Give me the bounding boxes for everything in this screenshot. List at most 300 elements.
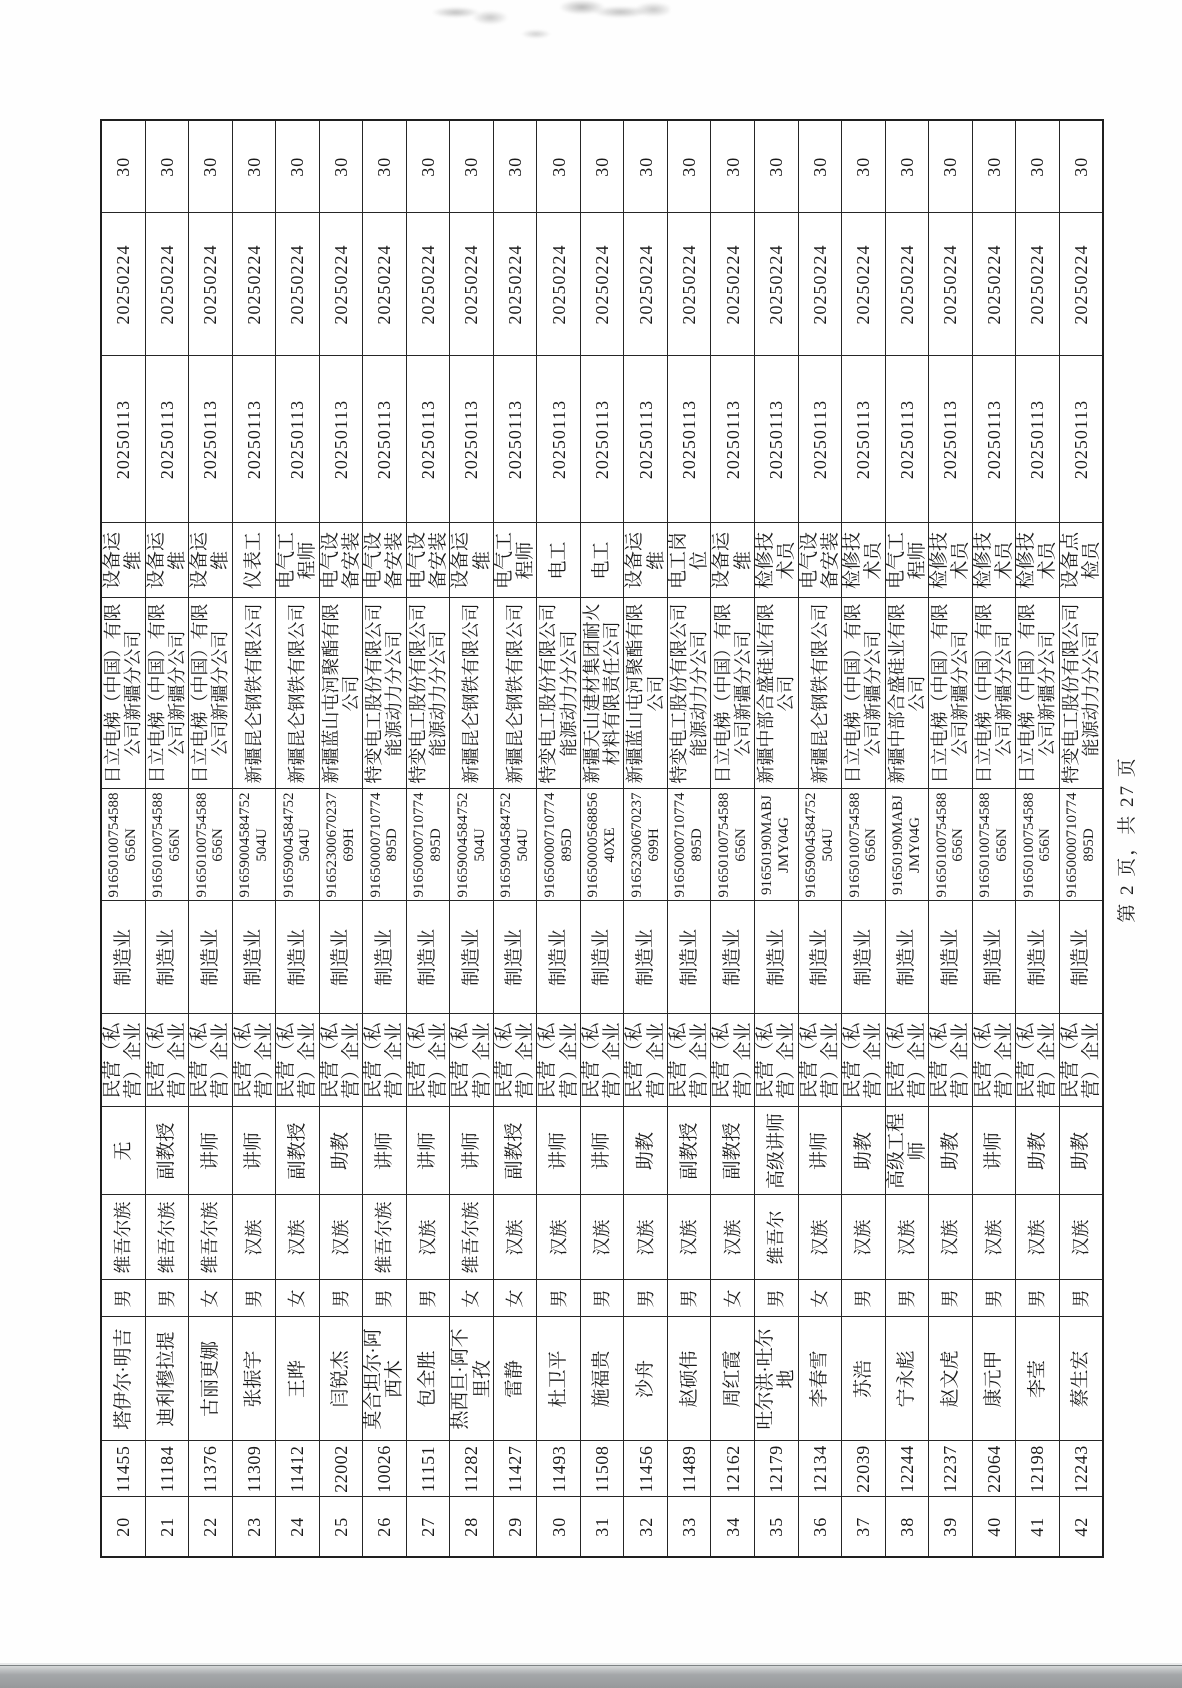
cell-start-date: 20250113: [885, 356, 929, 523]
cell-start-date: 20250113: [406, 356, 450, 523]
cell-credit-code: 91652300670237699H: [624, 789, 668, 901]
cell-seq: 26: [363, 1497, 407, 1557]
cell-company: 日立电梯（中国）有限公司新疆分公司: [972, 598, 1016, 789]
cell-enterprise-type: 民营（私营）企业: [319, 1014, 363, 1107]
cell-name: 施福贵: [580, 1317, 624, 1441]
cell-hours: 30: [929, 120, 973, 213]
cell-gender: 男: [972, 1280, 1016, 1317]
cell-credit-code: 91650000710774895D: [406, 789, 450, 901]
cell-reg-no: 12179: [754, 1441, 798, 1497]
cell-industry: 制造业: [929, 901, 973, 1014]
cell-end-date: 20250224: [189, 213, 233, 356]
cell-enterprise-type: 民营（私营）企业: [276, 1014, 320, 1107]
cell-hours: 30: [145, 120, 189, 213]
cell-seq: 33: [667, 1497, 711, 1557]
cell-end-date: 20250224: [101, 213, 145, 356]
cell-industry: 制造业: [319, 901, 363, 1014]
cell-company: 特变电工股份有限公司能源动力分公司: [363, 598, 407, 789]
cell-start-date: 20250113: [798, 356, 842, 523]
cell-ethnicity: 汉族: [711, 1195, 755, 1280]
cell-enterprise-type: 民营（私营）企业: [493, 1014, 537, 1107]
table-row: [101, 120, 145, 1557]
cell-credit-code: 91650000710774895D: [667, 789, 711, 901]
cell-end-date: 20250224: [493, 213, 537, 356]
cell-gender: 女: [711, 1280, 755, 1317]
cell-reg-no: 11427: [493, 1441, 537, 1497]
cell-position: 电工: [580, 523, 624, 598]
cell-ethnicity: 汉族: [972, 1195, 1016, 1280]
cell-reg-no: 11282: [450, 1441, 494, 1497]
cell-credit-code: 9165000056885640XE: [580, 789, 624, 901]
cell-ethnicity: 维吾尔族: [189, 1195, 233, 1280]
cell-reg-no: 11493: [537, 1441, 581, 1497]
cell-title: 副教授: [276, 1107, 320, 1195]
cell-reg-no: 11184: [145, 1441, 189, 1497]
cell-name: 杜卫平: [537, 1317, 581, 1441]
cell-credit-code: 91650100754588656N: [842, 789, 886, 901]
cell-start-date: 20250113: [624, 356, 668, 523]
cell-position: 检修技术员: [842, 523, 886, 598]
table-row: [1016, 120, 1060, 1557]
table-row: [798, 120, 842, 1557]
cell-company: 日立电梯（中国）有限公司新疆分公司: [145, 598, 189, 789]
cell-ethnicity: 维吾尔: [754, 1195, 798, 1280]
cell-hours: 30: [406, 120, 450, 213]
cell-credit-code: 91659004584752504U: [798, 789, 842, 901]
cell-ethnicity: 汉族: [667, 1195, 711, 1280]
cell-name: 李春雪: [798, 1317, 842, 1441]
cell-name: 沙舟: [624, 1317, 668, 1441]
table-row: [885, 120, 929, 1557]
cell-industry: 制造业: [189, 901, 233, 1014]
cell-reg-no: 22039: [842, 1441, 886, 1497]
cell-title: 助教: [624, 1107, 668, 1195]
cell-name: 蔡生宏: [1059, 1317, 1103, 1441]
cell-enterprise-type: 民营（私营）企业: [1059, 1014, 1103, 1107]
cell-gender: 男: [754, 1280, 798, 1317]
cell-start-date: 20250113: [363, 356, 407, 523]
cell-industry: 制造业: [624, 901, 668, 1014]
cell-ethnicity: 汉族: [1016, 1195, 1060, 1280]
cell-reg-no: 12134: [798, 1441, 842, 1497]
cell-title: 讲师: [580, 1107, 624, 1195]
cell-credit-code: 91650100754588656N: [1016, 789, 1060, 901]
cell-gender: 男: [624, 1280, 668, 1317]
cell-company: 新疆中部合盛硅业有限公司: [754, 598, 798, 789]
cell-start-date: 20250113: [1016, 356, 1060, 523]
cell-enterprise-type: 民营（私营）企业: [929, 1014, 973, 1107]
cell-hours: 30: [667, 120, 711, 213]
cell-ethnicity: 汉族: [1059, 1195, 1103, 1280]
cell-enterprise-type: 民营（私营）企业: [885, 1014, 929, 1107]
cell-credit-code: 91650190MABJJMY04G: [754, 789, 798, 901]
cell-position: 电气工程师: [493, 523, 537, 598]
cell-enterprise-type: 民营（私营）企业: [667, 1014, 711, 1107]
cell-seq: 24: [276, 1497, 320, 1557]
cell-end-date: 20250224: [754, 213, 798, 356]
cell-position: 设备运维: [711, 523, 755, 598]
cell-company: 日立电梯（中国）有限公司新疆分公司: [1016, 598, 1060, 789]
cell-hours: 30: [232, 120, 276, 213]
cell-enterprise-type: 民营（私营）企业: [145, 1014, 189, 1107]
cell-name: 吐尔洪·吐尔地: [754, 1317, 798, 1441]
cell-industry: 制造业: [754, 901, 798, 1014]
cell-start-date: 20250113: [189, 356, 233, 523]
cell-company: 新疆昆仑钢铁有限公司: [232, 598, 276, 789]
cell-hours: 30: [1016, 120, 1060, 213]
cell-end-date: 20250224: [1059, 213, 1103, 356]
cell-name: 迪利穆拉提: [145, 1317, 189, 1441]
cell-seq: 25: [319, 1497, 363, 1557]
cell-enterprise-type: 民营（私营）企业: [1016, 1014, 1060, 1107]
cell-title: 高级工程师: [885, 1107, 929, 1195]
cell-start-date: 20250113: [145, 356, 189, 523]
cell-industry: 制造业: [406, 901, 450, 1014]
cell-position: 电气设备安装: [363, 523, 407, 598]
cell-industry: 制造业: [972, 901, 1016, 1014]
cell-ethnicity: 维吾尔族: [101, 1195, 145, 1280]
cell-title: 助教: [929, 1107, 973, 1195]
cell-industry: 制造业: [1016, 901, 1060, 1014]
cell-title: 讲师: [537, 1107, 581, 1195]
cell-company: 日立电梯（中国）有限公司新疆分公司: [711, 598, 755, 789]
cell-end-date: 20250224: [711, 213, 755, 356]
cell-gender: 男: [145, 1280, 189, 1317]
cell-name: 宁永彪: [885, 1317, 929, 1441]
cell-position: 检修技术员: [972, 523, 1016, 598]
cell-company: 新疆蓝山屯河聚酯有限公司: [319, 598, 363, 789]
cell-start-date: 20250113: [450, 356, 494, 523]
table-row: [276, 120, 320, 1557]
cell-industry: 制造业: [667, 901, 711, 1014]
cell-company: 日立电梯（中国）有限公司新疆分公司: [929, 598, 973, 789]
cell-seq: 41: [1016, 1497, 1060, 1557]
cell-position: 电工: [537, 523, 581, 598]
cell-start-date: 20250113: [101, 356, 145, 523]
table-row: [406, 120, 450, 1557]
cell-title: 高级讲师: [754, 1107, 798, 1195]
cell-credit-code: 91650100754588656N: [972, 789, 1016, 901]
cell-ethnicity: 汉族: [276, 1195, 320, 1280]
cell-gender: 女: [276, 1280, 320, 1317]
cell-title: 讲师: [189, 1107, 233, 1195]
table-row: [929, 120, 973, 1557]
cell-enterprise-type: 民营（私营）企业: [232, 1014, 276, 1107]
cell-end-date: 20250224: [363, 213, 407, 356]
training-roster-table: [100, 119, 1104, 1558]
table-row: [145, 120, 189, 1557]
cell-enterprise-type: 民营（私营）企业: [972, 1014, 1016, 1107]
cell-position: 电工岗位: [667, 523, 711, 598]
cell-name: 莫合坦尔·阿西木: [363, 1317, 407, 1441]
cell-hours: 30: [363, 120, 407, 213]
cell-position: 检修技术员: [754, 523, 798, 598]
cell-industry: 制造业: [711, 901, 755, 1014]
cell-position: 检修技术员: [929, 523, 973, 598]
cell-credit-code: 91650190MABJJMY04G: [885, 789, 929, 901]
cell-reg-no: 12237: [929, 1441, 973, 1497]
cell-hours: 30: [842, 120, 886, 213]
table-row: [319, 120, 363, 1557]
cell-gender: 男: [885, 1280, 929, 1317]
table-row: [842, 120, 886, 1557]
cell-enterprise-type: 民营（私营）企业: [711, 1014, 755, 1107]
cell-ethnicity: 汉族: [798, 1195, 842, 1280]
cell-company: 特变电工股份有限公司能源动力分公司: [537, 598, 581, 789]
table-row: [711, 120, 755, 1557]
scan-edge-shadow: [0, 1665, 1182, 1688]
cell-credit-code: 91650000710774895D: [363, 789, 407, 901]
cell-end-date: 20250224: [667, 213, 711, 356]
cell-hours: 30: [537, 120, 581, 213]
cell-reg-no: 11489: [667, 1441, 711, 1497]
cell-industry: 制造业: [537, 901, 581, 1014]
cell-gender: 女: [450, 1280, 494, 1317]
table-row: [754, 120, 798, 1557]
cell-company: 特变电工股份有限公司能源动力分公司: [1059, 598, 1103, 789]
cell-reg-no: 10026: [363, 1441, 407, 1497]
cell-end-date: 20250224: [145, 213, 189, 356]
cell-position: 检修技术员: [1016, 523, 1060, 598]
cell-end-date: 20250224: [624, 213, 668, 356]
cell-title: 副教授: [145, 1107, 189, 1195]
cell-name: 张振宇: [232, 1317, 276, 1441]
cell-start-date: 20250113: [276, 356, 320, 523]
cell-name: 塔伊尔·明吉: [101, 1317, 145, 1441]
cell-seq: 30: [537, 1497, 581, 1557]
cell-hours: 30: [972, 120, 1016, 213]
cell-position: 设备运维: [189, 523, 233, 598]
cell-name: 赵文虎: [929, 1317, 973, 1441]
cell-end-date: 20250224: [842, 213, 886, 356]
cell-enterprise-type: 民营（私营）企业: [406, 1014, 450, 1107]
cell-title: 讲师: [363, 1107, 407, 1195]
cell-hours: 30: [580, 120, 624, 213]
cell-gender: 男: [580, 1280, 624, 1317]
cell-title: 副教授: [711, 1107, 755, 1195]
cell-hours: 30: [319, 120, 363, 213]
cell-ethnicity: 维吾尔族: [450, 1195, 494, 1280]
cell-credit-code: 91652300670237699H: [319, 789, 363, 901]
cell-enterprise-type: 民营（私营）企业: [580, 1014, 624, 1107]
cell-seq: 32: [624, 1497, 668, 1557]
cell-company: 新疆蓝山屯河聚酯有限公司: [624, 598, 668, 789]
cell-reg-no: 12198: [1016, 1441, 1060, 1497]
cell-industry: 制造业: [145, 901, 189, 1014]
cell-position: 设备运维: [101, 523, 145, 598]
cell-position: 电气工程师: [276, 523, 320, 598]
cell-start-date: 20250113: [537, 356, 581, 523]
cell-start-date: 20250113: [493, 356, 537, 523]
cell-title: 助教: [1059, 1107, 1103, 1195]
cell-hours: 30: [754, 120, 798, 213]
cell-ethnicity: 汉族: [929, 1195, 973, 1280]
cell-hours: 30: [624, 120, 668, 213]
cell-credit-code: 91650100754588656N: [101, 789, 145, 901]
cell-company: 特变电工股份有限公司能源动力分公司: [406, 598, 450, 789]
cell-industry: 制造业: [493, 901, 537, 1014]
cell-title: 讲师: [798, 1107, 842, 1195]
cell-seq: 28: [450, 1497, 494, 1557]
page-footer: 第 2 页，共 27 页: [1117, 756, 1138, 923]
cell-industry: 制造业: [798, 901, 842, 1014]
cell-title: 助教: [319, 1107, 363, 1195]
table-row: [189, 120, 233, 1557]
cell-name: 苏浩: [842, 1317, 886, 1441]
cell-reg-no: 12162: [711, 1441, 755, 1497]
cell-hours: 30: [1059, 120, 1103, 213]
table-row: [493, 120, 537, 1557]
table-row: [1059, 120, 1103, 1557]
cell-reg-no: 11412: [276, 1441, 320, 1497]
cell-seq: 29: [493, 1497, 537, 1557]
cell-gender: 女: [798, 1280, 842, 1317]
cell-seq: 23: [232, 1497, 276, 1557]
cell-ethnicity: 汉族: [232, 1195, 276, 1280]
cell-gender: 男: [1016, 1280, 1060, 1317]
cell-reg-no: 22002: [319, 1441, 363, 1497]
cell-company: 日立电梯（中国）有限公司新疆分公司: [101, 598, 145, 789]
cell-name: 康元甲: [972, 1317, 1016, 1441]
cell-end-date: 20250224: [972, 213, 1016, 356]
cell-industry: 制造业: [450, 901, 494, 1014]
cell-start-date: 20250113: [1059, 356, 1103, 523]
cell-ethnicity: 维吾尔族: [145, 1195, 189, 1280]
table-row: [580, 120, 624, 1557]
cell-ethnicity: 汉族: [624, 1195, 668, 1280]
cell-start-date: 20250113: [711, 356, 755, 523]
cell-gender: 男: [406, 1280, 450, 1317]
cell-gender: 女: [493, 1280, 537, 1317]
cell-name: 王晔: [276, 1317, 320, 1441]
cell-seq: 38: [885, 1497, 929, 1557]
cell-credit-code: 91650000710774895D: [537, 789, 581, 901]
cell-credit-code: 91659004584752504U: [232, 789, 276, 901]
cell-end-date: 20250224: [929, 213, 973, 356]
cell-seq: 37: [842, 1497, 886, 1557]
cell-gender: 女: [189, 1280, 233, 1317]
cell-title: 讲师: [406, 1107, 450, 1195]
cell-credit-code: 91650000710774895D: [1059, 789, 1103, 901]
cell-ethnicity: 汉族: [406, 1195, 450, 1280]
cell-name: 古丽更娜: [189, 1317, 233, 1441]
cell-company: 新疆中部合盛硅业有限公司: [885, 598, 929, 789]
cell-enterprise-type: 民营（私营）企业: [624, 1014, 668, 1107]
cell-position: 电气设备安装: [406, 523, 450, 598]
cell-name: 赵硕伟: [667, 1317, 711, 1441]
cell-reg-no: 11456: [624, 1441, 668, 1497]
cell-enterprise-type: 民营（私营）企业: [798, 1014, 842, 1107]
cell-industry: 制造业: [232, 901, 276, 1014]
cell-credit-code: 91659004584752504U: [276, 789, 320, 901]
cell-enterprise-type: 民营（私营）企业: [189, 1014, 233, 1107]
cell-title: 无: [101, 1107, 145, 1195]
cell-end-date: 20250224: [885, 213, 929, 356]
cell-hours: 30: [493, 120, 537, 213]
table-row: [537, 120, 581, 1557]
cell-seq: 22: [189, 1497, 233, 1557]
cell-hours: 30: [798, 120, 842, 213]
cell-end-date: 20250224: [537, 213, 581, 356]
cell-title: 讲师: [972, 1107, 1016, 1195]
cell-name: 包全胜: [406, 1317, 450, 1441]
cell-ethnicity: 汉族: [842, 1195, 886, 1280]
cell-enterprise-type: 民营（私营）企业: [450, 1014, 494, 1107]
cell-position: 设备运维: [450, 523, 494, 598]
cell-start-date: 20250113: [319, 356, 363, 523]
cell-end-date: 20250224: [406, 213, 450, 356]
cell-gender: 男: [1059, 1280, 1103, 1317]
cell-position: 仪表工: [232, 523, 276, 598]
table-row: [972, 120, 1016, 1557]
cell-position: 设备点检员: [1059, 523, 1103, 598]
cell-seq: 35: [754, 1497, 798, 1557]
cell-gender: 男: [363, 1280, 407, 1317]
cell-credit-code: 91659004584752504U: [493, 789, 537, 901]
cell-industry: 制造业: [580, 901, 624, 1014]
cell-reg-no: 11376: [189, 1441, 233, 1497]
cell-hours: 30: [101, 120, 145, 213]
cell-hours: 30: [711, 120, 755, 213]
cell-ethnicity: 汉族: [580, 1195, 624, 1280]
cell-title: 讲师: [450, 1107, 494, 1195]
cell-company: 特变电工股份有限公司能源动力分公司: [667, 598, 711, 789]
cell-enterprise-type: 民营（私营）企业: [363, 1014, 407, 1107]
cell-end-date: 20250224: [276, 213, 320, 356]
cell-reg-no: 22064: [972, 1441, 1016, 1497]
table-row: [232, 120, 276, 1557]
table-row: [624, 120, 668, 1557]
cell-gender: 男: [232, 1280, 276, 1317]
cell-ethnicity: 维吾尔族: [363, 1195, 407, 1280]
table-row: [667, 120, 711, 1557]
cell-company: 日立电梯（中国）有限公司新疆分公司: [842, 598, 886, 789]
cell-credit-code: 91650100754588656N: [189, 789, 233, 901]
cell-seq: 21: [145, 1497, 189, 1557]
cell-end-date: 20250224: [580, 213, 624, 356]
cell-enterprise-type: 民营（私营）企业: [537, 1014, 581, 1107]
cell-name: 热西旦·阿不里孜: [450, 1317, 494, 1441]
cell-seq: 40: [972, 1497, 1016, 1557]
cell-company: 新疆天山建材集团耐火材料有限责任公司: [580, 598, 624, 789]
cell-credit-code: 91650100754588656N: [145, 789, 189, 901]
table-row: [363, 120, 407, 1557]
cell-seq: 42: [1059, 1497, 1103, 1557]
cell-seq: 27: [406, 1497, 450, 1557]
cell-title: 副教授: [667, 1107, 711, 1195]
cell-industry: 制造业: [101, 901, 145, 1014]
cell-position: 设备运维: [624, 523, 668, 598]
roster-body: [101, 120, 1103, 1557]
cell-end-date: 20250224: [798, 213, 842, 356]
cell-ethnicity: 汉族: [319, 1195, 363, 1280]
cell-reg-no: 12243: [1059, 1441, 1103, 1497]
cell-start-date: 20250113: [667, 356, 711, 523]
cell-position: 电气设备安装: [798, 523, 842, 598]
cell-end-date: 20250224: [1016, 213, 1060, 356]
cell-reg-no: 11309: [232, 1441, 276, 1497]
cell-position: 电气设备安装: [319, 523, 363, 598]
cell-industry: 制造业: [842, 901, 886, 1014]
cell-gender: 男: [101, 1280, 145, 1317]
cell-name: 雷静: [493, 1317, 537, 1441]
cell-gender: 男: [842, 1280, 886, 1317]
cell-company: 新疆昆仑钢铁有限公司: [450, 598, 494, 789]
cell-company: 日立电梯（中国）有限公司新疆分公司: [189, 598, 233, 789]
cell-title: 助教: [842, 1107, 886, 1195]
cell-ethnicity: 汉族: [885, 1195, 929, 1280]
table-row: [450, 120, 494, 1557]
